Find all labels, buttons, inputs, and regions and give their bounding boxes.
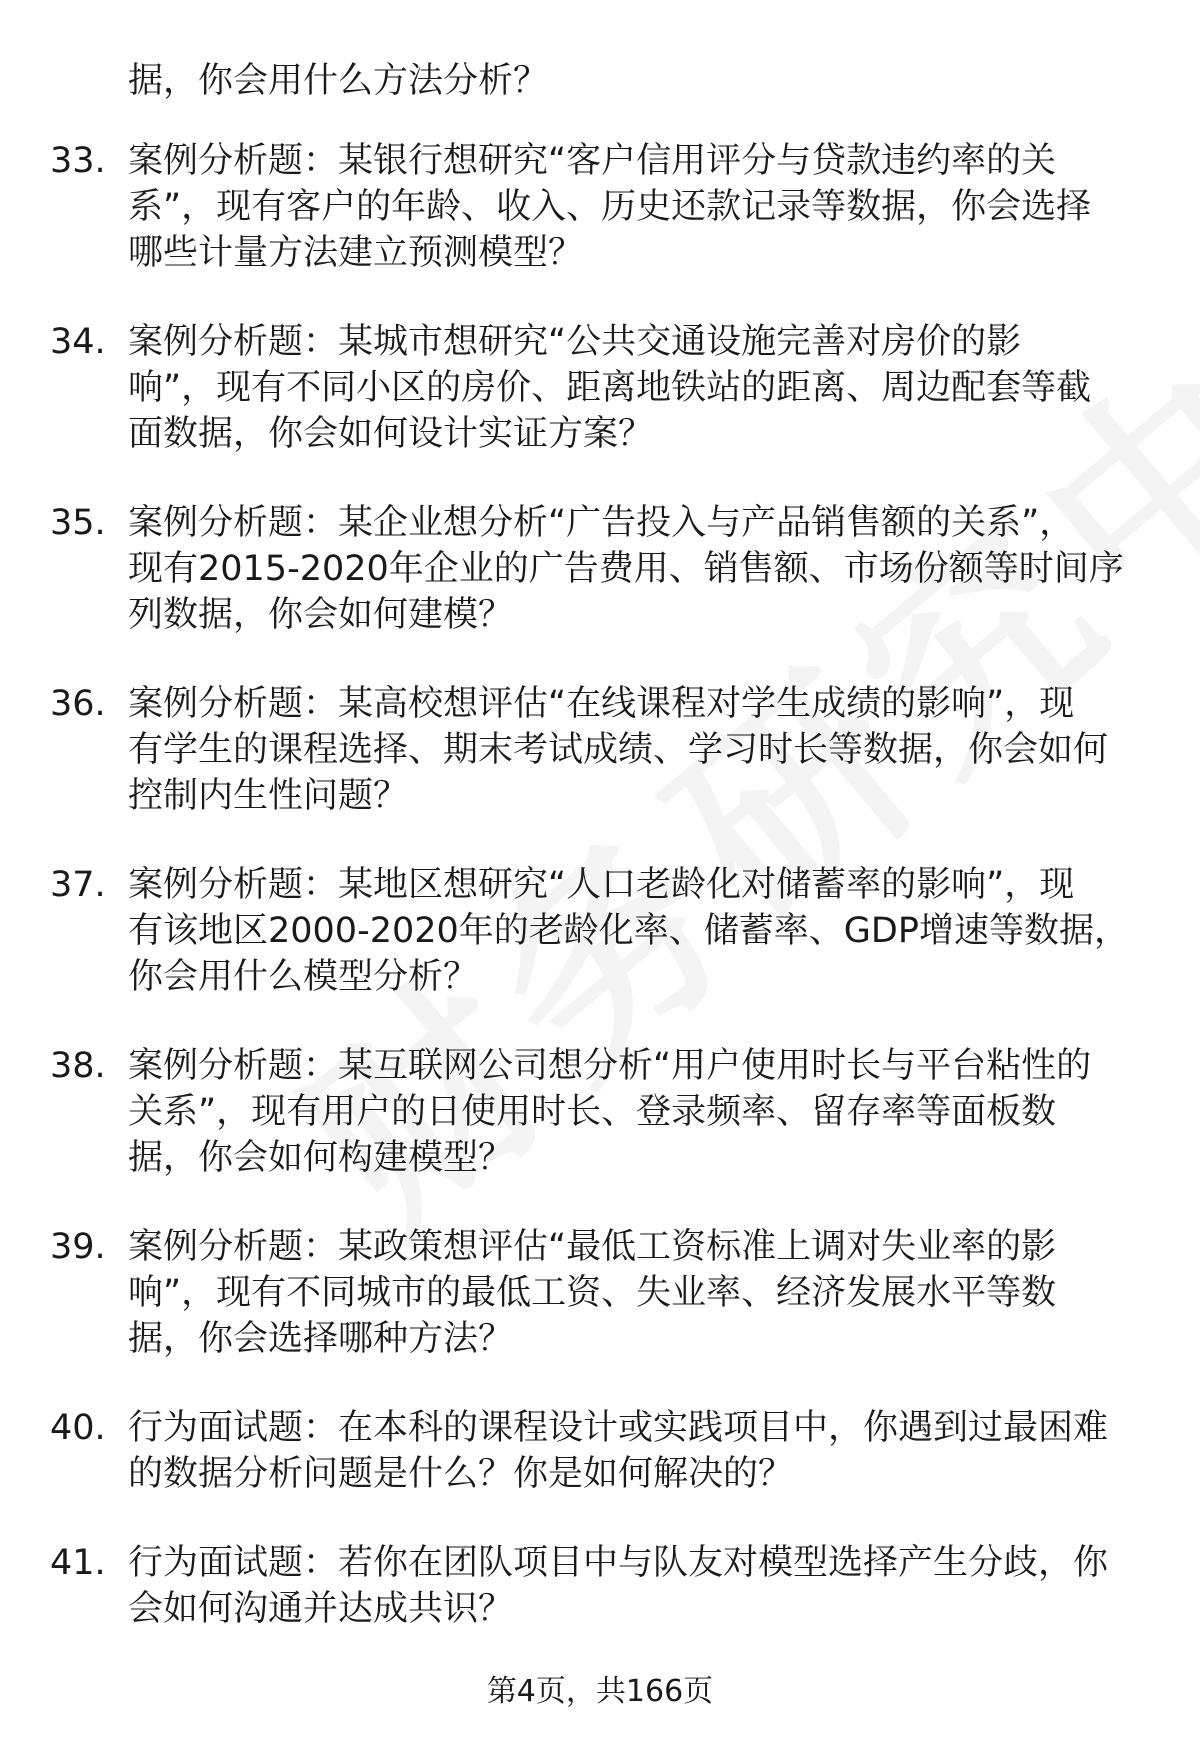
question-number: 39. bbox=[50, 1227, 106, 1267]
question-text bbox=[128, 500, 1150, 638]
question-number: 35. bbox=[50, 503, 106, 543]
question-text bbox=[128, 1405, 1150, 1497]
question-line: 会如何沟通并达成共识？ bbox=[128, 1589, 514, 1629]
question-line: 列数据，你会如何建模？ bbox=[128, 595, 514, 635]
question-line: 系”，现有客户的年龄、收入、历史还款记录等数据，你会选择 bbox=[128, 187, 1092, 227]
question-number: 38. bbox=[50, 1046, 106, 1086]
question-number: 34. bbox=[50, 322, 106, 362]
question-item-37 bbox=[50, 862, 1150, 1000]
question-item-36 bbox=[50, 681, 1150, 819]
question-item-34 bbox=[50, 319, 1150, 457]
question-text bbox=[128, 1224, 1150, 1362]
question-list bbox=[50, 138, 1150, 1675]
question-line: 哪些计量方法建立预测模型？ bbox=[128, 233, 584, 273]
question-text bbox=[128, 681, 1150, 819]
question-line: 响”，现有不同小区的房价、距离地铁站的距离、周边配套等截 bbox=[128, 368, 1092, 408]
question-line: 响”，现有不同城市的最低工资、失业率、经济发展水平等数 bbox=[128, 1273, 1057, 1313]
question-item-38 bbox=[50, 1043, 1150, 1181]
question-text bbox=[128, 319, 1150, 457]
question-line: 关系”，现有用户的日使用时长、登录频率、留存率等面板数 bbox=[128, 1092, 1057, 1132]
question-line: 行为面试题：若你在团队项目中与队友对模型选择产生分歧，你 bbox=[128, 1543, 1109, 1583]
question-text bbox=[128, 1043, 1150, 1181]
question-item-35 bbox=[50, 500, 1150, 638]
question-line: 据，你会如何构建模型？ bbox=[128, 1138, 514, 1178]
question-line: 的数据分析问题是什么？你是如何解决的？ bbox=[128, 1454, 794, 1494]
question-item-33 bbox=[50, 138, 1150, 276]
question-line: 有该地区2000-2020年的老龄化率、储蓄率、GDP增速等数据， bbox=[128, 911, 1129, 951]
question-line: 案例分析题：某地区想研究“人口老龄化对储蓄率的影响”，现 bbox=[128, 865, 1075, 905]
question-item-40 bbox=[50, 1405, 1150, 1497]
question-number: 41. bbox=[50, 1543, 106, 1583]
question-item-41 bbox=[50, 1540, 1150, 1632]
question-line: 案例分析题：某银行想研究“客户信用评分与贷款违约率的关 bbox=[128, 141, 1057, 181]
question-line: 案例分析题：某政策想评估“最低工资标准上调对失业率的影 bbox=[128, 1227, 1057, 1267]
question-line: 行为面试题：在本科的课程设计或实践项目中，你遇到过最困难 bbox=[128, 1408, 1109, 1448]
question-line: 案例分析题：某城市想研究“公共交通设施完善对房价的影 bbox=[128, 322, 1022, 362]
question-text bbox=[128, 138, 1150, 276]
continuation-text: 据，你会用什么方法分析？ bbox=[128, 61, 549, 101]
question-text bbox=[128, 862, 1150, 1000]
question-line: 控制内生性问题？ bbox=[128, 776, 409, 816]
question-line: 有学生的课程选择、期末考试成绩、学习时长等数据，你会如何 bbox=[128, 730, 1109, 770]
question-text bbox=[128, 1540, 1150, 1632]
question-number: 36. bbox=[50, 684, 106, 724]
question-number: 40. bbox=[50, 1408, 106, 1448]
question-line: 你会用什么模型分析？ bbox=[128, 957, 479, 997]
question-line: 案例分析题：某高校想评估“在线课程对学生成绩的影响”，现 bbox=[128, 684, 1075, 724]
question-line: 案例分析题：某企业想分析“广告投入与产品销售额的关系”， bbox=[128, 503, 1075, 543]
question-line: 案例分析题：某互联网公司想分析“用户使用时长与平台粘性的 bbox=[128, 1046, 1092, 1086]
question-line: 现有2015-2020年企业的广告费用、销售额、市场份额等时间序 bbox=[128, 549, 1124, 589]
question-item-39 bbox=[50, 1224, 1150, 1362]
question-number: 33. bbox=[50, 141, 106, 181]
page-footer: 第4页，共166页 bbox=[486, 1674, 714, 1709]
question-number: 37. bbox=[50, 865, 106, 905]
question-line: 面数据，你会如何设计实证方案？ bbox=[128, 414, 654, 454]
question-line: 据，你会选择哪种方法？ bbox=[128, 1319, 514, 1359]
